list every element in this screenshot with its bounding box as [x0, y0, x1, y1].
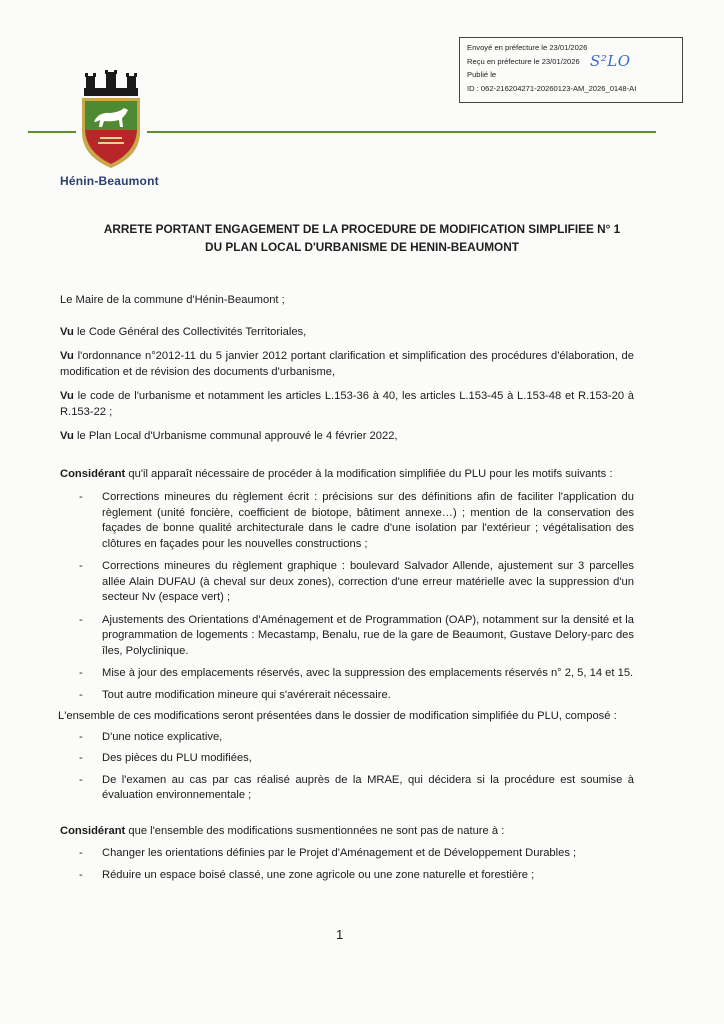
list-item: - Tout autre modification mineure qui s'avérerait nécessaire. — [79, 688, 391, 701]
title-line-2: DU PLAN LOCAL D'URBANISME DE HENIN-BEAUMONT — [205, 240, 519, 254]
intro-paragraph: Le Maire de la commune d'Hénin-Beaumont ; — [60, 294, 285, 306]
considerant-text-1: qu'il apparaît nécessaire de procéder à la modification simplifiée du PLU pour les motifs suivants : — [128, 467, 613, 480]
vu-word: Vu — [60, 325, 74, 338]
list-item: - De l'examen au cas par cas réalisé auprès de la MRAE, qui décidera si la procédure est soumise à évaluation environnementale ; — [79, 773, 634, 801]
stamp-received-line: Reçu en préfecture le 23/01/2026 — [467, 56, 580, 66]
list-item: - Ajustements des Orientations d'Aménagement et de Programmation (OAP), notamment sur la densité et la programmation de logements : Mecastamp, Benalu, rue de la gare de Beaumont, Gustave Delory-parc des îles, Polyclinique. — [79, 613, 634, 657]
considerant-paragraph-2 — [60, 824, 634, 840]
vu-text-2: l'ordonnance n°2012-11 du 5 janvier 2012 portant clarification et simplification des procédures d'élaboration, de modification et de révision des documents d'urbanisme, — [60, 350, 634, 378]
vu-paragraph-2 — [60, 349, 634, 380]
list-item: - D'une notice explicative, — [79, 730, 223, 743]
page-number: 1 — [336, 927, 344, 942]
vu-paragraph-4 — [60, 429, 634, 445]
list-item: - Corrections mineures du règlement graphique : boulevard Salvador Allende, ajustement sur 3 parcelles allée Alain DUFAU (à cheval sur deux zones), correction d'une erreur matérielle avec la suppression d'un secteur Nv (espace vert) ; — [79, 560, 634, 603]
pieces-list — [60, 730, 634, 804]
vu-word: Vu — [60, 350, 74, 362]
list-item: - Changer les orientations définies par le Projet d'Aménagement et de Développement Durables ; — [79, 847, 577, 859]
vu-text-3: le code de l'urbanisme et notamment les articles L.153-36 à 40, les articles L.153-45 à L.153-48 et R.153-20 à R.153-22 ; — [60, 390, 635, 418]
vu-paragraph-3 — [60, 389, 634, 420]
nature-list — [60, 846, 634, 883]
considerant-paragraph-1 — [60, 467, 634, 483]
city-crest-logo — [76, 70, 146, 170]
title-line-1: ARRETE PORTANT ENGAGEMENT DE LA PROCEDURE DE MODIFICATION SIMPLIFIEE N° 1 — [103, 222, 621, 236]
vu-text-1: le Code Général des Collectivités Territoriales, — [77, 325, 307, 338]
list-item: - Mise à jour des emplacements réservés, avec la suppression des emplacements réservés n° 2, 5, 14 et 15. — [79, 667, 634, 679]
document-body — [60, 293, 634, 883]
considerant-text-2: que l'ensemble des modifications susmentionnées ne sont pas de nature à : — [128, 824, 505, 837]
header-rule-right — [147, 131, 656, 133]
stamp-sent-line: Envoyé en préfecture le 23/01/2026 — [467, 43, 588, 52]
vu-paragraph-1 — [60, 325, 634, 341]
motifs-list — [60, 490, 634, 703]
document-title — [60, 220, 664, 256]
header-rule-left — [28, 131, 76, 133]
considerant-word: Considérant — [60, 467, 126, 480]
list-item: - Corrections mineures du règlement écrit : précisions sur des définitions afin de faciliter l'application du règlement (unité foncière, coefficient de biotope, bâtiment annexe…) ; mention de la conservation des façades de bonne qualité architecturale dans le cadre d'une isolation par l'extérieur ; végétalisation des clôtures en façades pour les nouvelles constructions ; — [79, 491, 634, 550]
stamp-signature: S²LO — [590, 52, 631, 70]
stamp-id-line: ID : 062-216204271-20260123-AM_2026_0148-AI — [467, 83, 637, 93]
vu-word: Vu — [60, 430, 74, 442]
vu-text-4: le Plan Local d'Urbanisme communal approuvé le 4 février 2022, — [77, 430, 398, 442]
city-name: Hénin-Beaumont — [60, 174, 159, 188]
transmission-stamp — [459, 37, 683, 103]
list-item: - Des pièces du PLU modifiées, — [79, 752, 252, 764]
ensemble-paragraph: L'ensemble de ces modifications seront présentées dans le dossier de modification simplifiée du PLU, composé : — [58, 710, 617, 722]
vu-word: Vu — [60, 390, 74, 402]
crest-icon — [76, 70, 146, 170]
considerant-word: Considérant — [60, 824, 126, 837]
list-item: - Réduire un espace boisé classé, une zone agricole ou une zone naturelle et forestière ; — [79, 868, 535, 881]
stamp-published-line: Publié le — [467, 70, 497, 79]
